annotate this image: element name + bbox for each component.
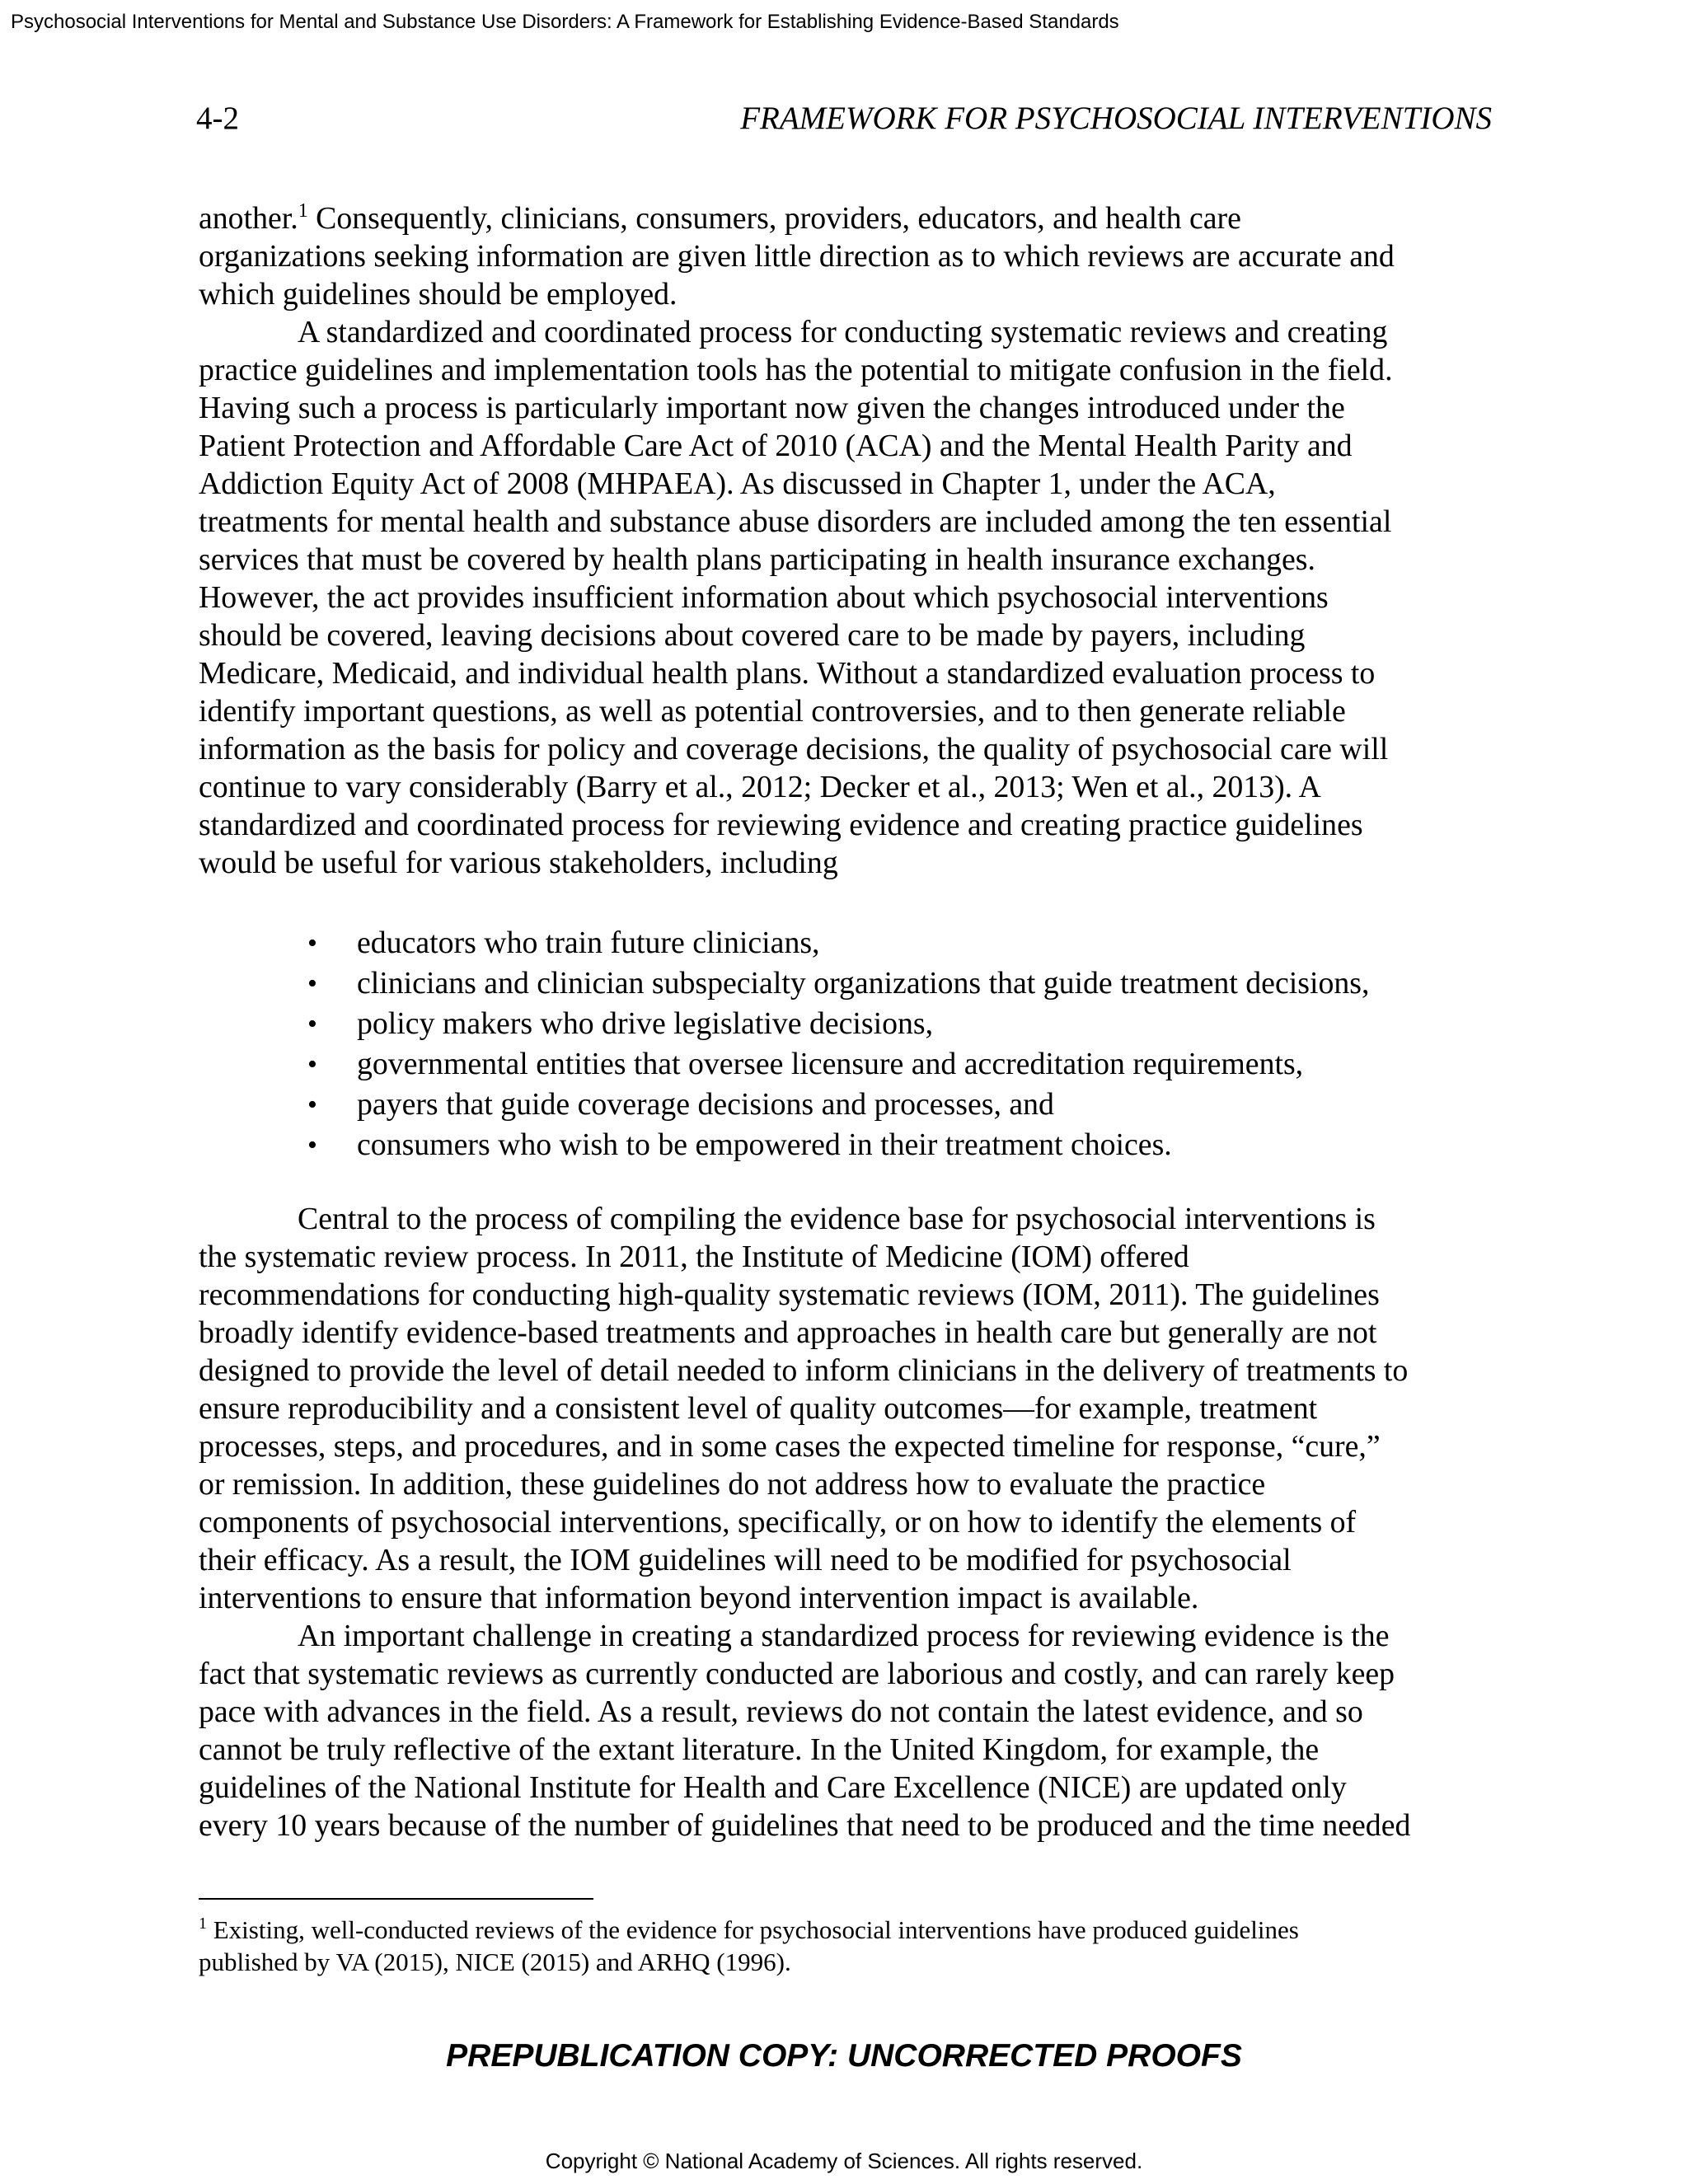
text-line: should be covered, leaving decisions about covered care to be made by payers, including <box>199 618 1306 653</box>
running-title: FRAMEWORK FOR PSYCHOSOCIAL INTERVENTIONS <box>740 101 1492 136</box>
list-item-text: governmental entities that oversee licensure and accreditation requirements, <box>357 1047 1304 1081</box>
page-number: 4-2 <box>196 101 239 136</box>
list-item <box>199 1044 1497 1085</box>
list-item <box>199 963 1497 1004</box>
footnote-line: published by VA (2015), NICE (2015) and ARHQ (1996). <box>199 1947 791 1976</box>
list-item-text: policy makers who drive legislative decisions, <box>357 1006 934 1041</box>
text-line: ensure reproducibility and a consistent level of quality outcomes—for example, treatment <box>199 1391 1318 1426</box>
text-line: the systematic review process. In 2011, the Institute of Medicine (IOM) offered <box>199 1240 1189 1274</box>
text-line: pace with advances in the field. As a result, reviews do not contain the latest evidence, and so <box>199 1694 1363 1729</box>
text-line: continue to vary considerably (Barry et al., 2012; Decker et al., 2013; Wen et al., 2013). A <box>199 770 1321 804</box>
paragraph-4 <box>199 1617 1497 1844</box>
footnote <box>199 1914 1497 1978</box>
text-line: identify important questions, as well as potential controversies, and to then generate reliable <box>199 694 1346 729</box>
footnote-divider <box>199 1898 593 1900</box>
text-line: information as the basis for policy and coverage decisions, the quality of psychosocial care will <box>199 732 1389 766</box>
paragraph-1 <box>199 237 1497 313</box>
footnote-line <box>199 1914 1497 1946</box>
copyright-notice: Copyright © National Academy of Sciences. All rights reserved. <box>545 2149 1143 2173</box>
text-line: organizations seeking information are given little direction as to which reviews are accurate and <box>199 239 1395 274</box>
bullet-icon: • <box>307 1049 317 1080</box>
list-item <box>199 1004 1497 1044</box>
text-line: components of psychosocial interventions, specifically, or on how to identify the elements of <box>199 1505 1357 1540</box>
text-line: cannot be truly reflective of the extant literature. In the United Kingdom, for example, the <box>199 1732 1320 1767</box>
list-item <box>199 1085 1497 1125</box>
list-item <box>199 1125 1497 1165</box>
first-line-word: another. <box>199 201 298 236</box>
text-line: every 10 years because of the number of guidelines that need to be produced and the time needed <box>199 1808 1411 1843</box>
text-line: Medicare, Medicaid, and individual health plans. Without a standardized evaluation process to <box>199 656 1376 691</box>
text-line: processes, steps, and procedures, and in some cases the expected timeline for response, “cure,” <box>199 1429 1381 1464</box>
text-line: or remission. In addition, these guidelines do not address how to evaluate the practice <box>199 1467 1266 1502</box>
footnote-text: Existing, well-conducted reviews of the evidence for psychosocial interventions have produced guidelines <box>207 1915 1299 1944</box>
bullet-icon: • <box>307 968 317 999</box>
stakeholder-list <box>199 923 1497 1165</box>
bullet-icon: • <box>307 928 317 958</box>
text-line: Addiction Equity Act of 2008 (MHPAEA). As discussed in Chapter 1, under the ACA, <box>199 466 1276 501</box>
text-line: A standardized and coordinated process for conducting systematic reviews and creating <box>298 315 1388 349</box>
list-item-text: payers that guide coverage decisions and processes, and <box>357 1087 1054 1122</box>
list-item-text: consumers who wish to be empowered in their treatment choices. <box>357 1127 1172 1162</box>
text-line: Central to the process of compiling the evidence base for psychosocial interventions is <box>298 1202 1376 1236</box>
bullet-icon: • <box>307 1090 317 1120</box>
text-line: services that must be covered by health plans participating in health insurance exchanges. <box>199 542 1315 577</box>
running-header <box>196 97 1492 140</box>
text-line: However, the act provides insufficient information about which psychosocial interventions <box>199 580 1329 615</box>
first-line-rest: Consequently, clinicians, consumers, providers, educators, and health care <box>307 201 1241 236</box>
bullet-icon: • <box>307 1009 317 1039</box>
paragraph-2 <box>199 313 1497 882</box>
text-line: Having such a process is particularly important now given the changes introduced under the <box>199 391 1345 425</box>
document-banner-title: Psychosocial Interventions for Mental and Substance Use Disorders: A Framework for Establishing Evidence-Based Standards <box>11 11 1119 33</box>
text-line: which guidelines should be employed. <box>199 277 678 312</box>
prepublication-notice: PREPUBLICATION COPY: UNCORRECTED PROOFS <box>446 2038 1242 2074</box>
text-line: standardized and coordinated process for reviewing evidence and creating practice guidelines <box>199 808 1363 842</box>
footnote-reference: 1 <box>298 200 308 222</box>
text-line: Patient Protection and Affordable Care Act of 2010 (ACA) and the Mental Health Parity and <box>199 429 1353 463</box>
list-item <box>199 923 1497 963</box>
body-text <box>199 199 1497 1844</box>
text-line: broadly identify evidence-based treatments and approaches in health care but generally are not <box>199 1315 1377 1350</box>
text-line: interventions to ensure that information beyond intervention impact is available. <box>199 1581 1199 1615</box>
text-line: their efficacy. As a result, the IOM guidelines will need to be modified for psychosocial <box>199 1543 1292 1577</box>
paragraph-3 <box>199 1200 1497 1617</box>
text-line: designed to provide the level of detail needed to inform clinicians in the delivery of treatments to <box>199 1353 1409 1388</box>
text-line: would be useful for various stakeholders, including <box>199 846 838 880</box>
text-line: practice guidelines and implementation tools has the potential to mitigate confusion in the field. <box>199 353 1393 387</box>
bullet-icon: • <box>307 1130 317 1160</box>
text-line: fact that systematic reviews as currently conducted are laborious and costly, and can rarely keep <box>199 1657 1395 1691</box>
text-line: guidelines of the National Institute for Health and Care Excellence (NICE) are updated only <box>199 1770 1347 1805</box>
text-line: An important challenge in creating a standardized process for reviewing evidence is the <box>298 1619 1390 1653</box>
list-item-text: clinicians and clinician subspecialty organizations that guide treatment decisions, <box>357 966 1370 1001</box>
list-item-text: educators who train future clinicians, <box>357 926 820 960</box>
text-line: treatments for mental health and substance abuse disorders are included among the ten essential <box>199 504 1392 539</box>
text-line: recommendations for conducting high-quality systematic reviews (IOM, 2011). The guidelines <box>199 1277 1380 1312</box>
footnote-marker: 1 <box>199 1915 207 1933</box>
first-line <box>199 199 1497 237</box>
